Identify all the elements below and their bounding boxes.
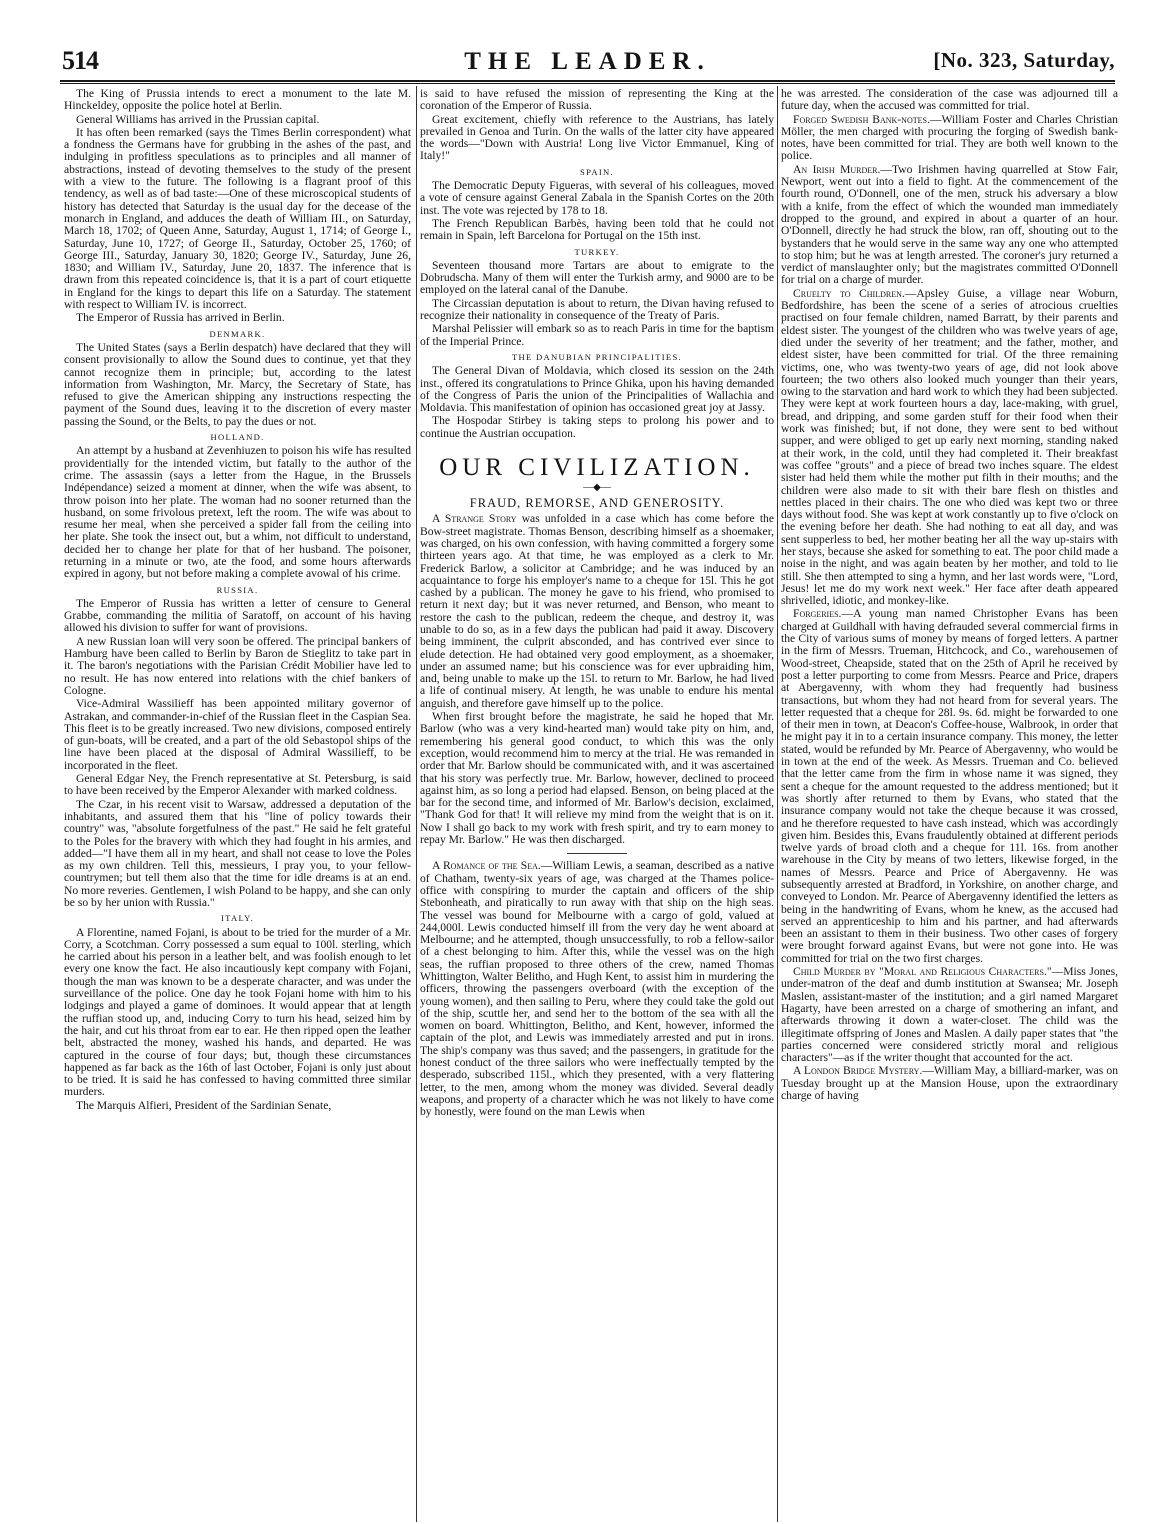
paragraph-body: —Miss Jones, under-matron of the deaf and dumb institution at Swansea; Mr. Joseph Maslen, assistant-master of the institution; and a girl named Margaret Hagarty, have been arrested on a charge of smothering an infant, and afterwards throwing it down a water-closet. The child was the illegitimate offspring of Jones and Maslen. A daily paper states that "the parties concerned were considered strictly moral and religious characters"—as if the writer thought that accounted for the act. xyxy=(781,965,1118,1065)
paragraph-body: —A young man named Christopher Evans has been charged at Guildhall with having defrauded several commercial firms in the City of various sums of money by means of forged letters. A partner in the firm of Messrs. Trueman, Hitchcock, and Co., warehousemen of Wood-street, Cheapside, stated that on the 25th of April he received by post a letter purporting to come from Messrs. Pearce and Price, drapers at Abergavenny, with whom they had frequently had business transactions, but whom they had not heard from for several years. The letter requested that a cheque for 28l. 9s. 6d. might be forwarded to one of their men in town, at Deacon's Coffee-house, Walbrook, in order that he might pay it in to a certain insurance company. This money, the letter stated, would be refunded by Mr. Pearce of Abergavenny, who would be in town at the end of the week. As Messrs. Trueman and Co. believed that the letter came from the firm in whose name it was signed, they sent a cheque for the amount requested to the address mentioned; but it was shortly after returned to them by Evans, who stated that the insurance company would not take the cheque because it was crossed, and he therefore requested to have cash instead, which was accordingly given him. Besides this, Evans fraudulently obtained at different periods twelve yards of broad cloth and a cheque for 11l. 16s. from another warehouse in the City by means of two letters, likewise forged, in the names of Messrs. Pearce and Price of Abergavenny. He was subsequently arrested at Bradford, in Yorkshire, on another charge, and conveyed to London. Mr. Pearce of Abergavenny identified the letters as being in the handwriting of Evans, whom he knew, as the accused had served an apprenticeship to him and his partner, and had afterwards been an assistant to them in their business. Two other cases of forgery were brought forward against Evans, but were not gone into. He was committed for trial on the two first charges. xyxy=(781,607,1118,965)
feature-subheading: FRAUD, REMORSE, AND GENEROSITY. xyxy=(469,496,725,511)
paragraph-body: —Apsley Guise, a village near Woburn, Bedfordshire, has been the scene of a series of atrocious cruelties practised on four female children, named Barratt, by their parents and eldest sister. The youngest of the children who was twelve years of age, died under the severity of her treatment; and the father, mother, and eldest sister, have been committed for trial. Of the three remaining victims, one, who was twenty-two years of age, did not look above fourteen; the two others also looked much younger than their years, owing to the starvation and hard work to which they had been subjected. They were kept at work fourteen hours a day, lace-making, with gruel, bread, and dripping, and some garden stuff for their food when their work was finished; but, if not done, they were sent to bed without supper, and were obliged to get up early next morning, standing naked at their work, in the cold, until they had completed it. Their breakfast was coffee "grouts" and a piece of bread two inches square. The eldest sister had held them while the mother put filth in their mouths; and the children were also made to sit with their bare flesh on thistles and nettles placed in their chairs. The one who died was kept two or three days without food. She was kept at work constantly up to five o'clock on the evening before her death. She had nothing to eat all day, and was sent supperless to bed, her mother beating her all the way up-stairs with her stays, because she asked for something to eat. The poor child made a noise in the night, and was again beaten by her mother, and told to lie still. She then attempted to sing a hymn, and her last words were, "Lord, Jesus! let me do my work next week." Her face after death appeared shrivelled, idiotic, and monkey-like. xyxy=(781,286,1118,608)
section-heading-danubian: THE DANUBIAN PRINCIPALITIES. xyxy=(511,351,682,362)
article-paragraph: The Marquis Alfieri, President of the Sardinian Senate, xyxy=(76,1098,332,1112)
section-heading-spain: SPAIN. xyxy=(580,166,614,177)
section-heading-turkey: TURKEY. xyxy=(574,246,620,257)
header-rule xyxy=(60,80,1115,82)
article-paragraph: The Democratic Deputy Figueras, with several of his colleagues, moved a vote of censure against General Zabala in the Spanish Cortes on the 20th inst. The vote was rejected by 178 to 18. xyxy=(420,179,774,217)
newspaper-title: THE LEADER. xyxy=(464,48,711,75)
article-paragraph xyxy=(781,608,1118,965)
article-paragraph xyxy=(420,860,774,1118)
paragraph-body: —William Foster and Charles Christian Möller, the men charged with procuring the forging of Swedish bank-notes, have been committed for trial. They are both well known to the police. xyxy=(781,112,1118,163)
article-paragraph: The Circassian deputation is about to return, the Divan having refused to recognize their nationality in consequence of the Treaty of Paris. xyxy=(420,296,774,323)
article-paragraph xyxy=(781,164,1118,287)
article-paragraph xyxy=(781,966,1118,1064)
column-2 xyxy=(420,88,774,1520)
article-paragraph: The King of Prussia intends to erect a monument to the late M. Hinckeldey, opposite the police hotel at Berlin. xyxy=(64,88,411,113)
article-paragraph: An attempt by a husband at Zevenhiuzen to poison his wife has resulted providentially for the intended victim, but fatally to the author of the crime. The assassin (says a letter from the Hague, in the Brussels Indépendance) seized a moment at dinner, when the wife was absent, to throw poison into her plate. The woman had no sooner returned than the husband, on some frivolous pretext, left the room. The wife was about to resume her meal, when she perceived a spider fall from the ceiling into her plate. She took the insect out, but a whim, not difficult to understand, decided her to change her plate for that of her husband. The poisoner, returning in a minute or two, ate the food, and some hours afterwards expired in agony, but not before making a complete avowal of his crime. xyxy=(64,444,411,581)
paragraph-body: was unfolded in a case which has come before the Bow-street magistrate. Thomas Benson, describing himself as a shoemaker, was charged, on his own confession, with having committed a forgery some thirteen years ago. At that time, he was employed as a clerk to Mr. Frederick Barlow, a solicitor at Cambridge; and he was induced by an acquaintance to forge his employer's name to a cheque for 15l. This he got cashed by a publican. The money he gave to his friend, who promised to return it next day; but it was never returned, and Benson, who meant to restore the cash to the publican, redeem the cheque, and destroy it, was unable to do so, as in a few days the publican had paid it away. Discovery being imminent, the culprit absconded, and has contrived ever since to elude detection. He had obtained very good employment, as a shoemaker, under an assumed name; but his conscience was for ever upbraiding him, and, being unable to make up the 15l. to return to Mr. Barlow, he had lived a life of continual misery. At length, he was unable to endure his mental anguish, and therefore gave himself up to the police. xyxy=(420,512,774,710)
column-1 xyxy=(64,88,411,1520)
section-heading-denmark: DENMARK. xyxy=(209,328,266,339)
section-heading-holland: HOLLAND. xyxy=(210,432,265,443)
article-paragraph: Seventeen thousand more Tartars are about to emigrate to the Dobrudscha. Many of them will enter the Turkish army, and 9000 are to be employed on the lateral canal of the Danube. xyxy=(420,258,774,297)
page-number: 514 xyxy=(62,46,98,75)
article-paragraph: he was arrested. The consideration of the case was adjourned till a future day, when the accused was committed for trial. xyxy=(781,88,1118,113)
section-heading-italy: ITALY. xyxy=(220,913,255,924)
paragraph-body: —Two Irishmen having quarrelled at Stow Fair, Newport, went out into a field to fight. At the commencement of the fourth round, O'Donnell, one of the men, struck his adversary a blow with a knife, from the effect of which the wounded man immediately dropped to the ground, and expired in about a quarter of an hour. O'Donnell, directly he had struck the blow, ran off, shouting out to the bystanders that he would serve in the same way any one who attempted to stop him; but he was at length arrested. The coroner's jury returned a verdict of manslaughter only; but the magistrates committed O'Donnell for trial on a charge of murder. xyxy=(781,162,1118,287)
article-paragraph: The Emperor of Russia has arrived in Berlin. xyxy=(76,311,285,325)
paragraph-lead: Child Murder by "Moral and Religious Characters." xyxy=(793,965,1052,979)
article-paragraph: General Williams has arrived in the Prussian capital. xyxy=(76,112,320,126)
paragraph-body: —William Lewis, a seaman, described as a native of Chatham, twenty-six years of age, was charged at the Thames police-office with conspiring to murder the captain and officers of the ship Stebonheath, and piratically to run away with that ship on the high seas. The vessel was bound for Melbourne with a cargo of gold, valued at 244,000l. Lewis conducted himself ill from the very day he went aboard at Melbourne; and he attempted, though unsuccessfully, to rob a fellow-sailor of a chest belonging to him. After this, while the vessel was on the high seas, the ruffian proposed to three others of the crew, named Thomas Whittington, Walter Belitho, and Hugh Kent, to assist him in murdering the officers, throwing the passengers overboard (with the exception of the young women), and then sailing to Peru, where they could take the gold out of the ship, scuttle her, and send her to the bottom of the sea with all the women on board. Whittington, Belitho, and Kent, however, informed the captain of the plot, and Lewis was immediately arrested and put in irons. The ship's company was thus saved; and the passengers, in gratitude for the honest conduct of the three sailors who were ineffectually tempted by the desperado, subscribed 115l., which they presented, with a very flattering letter, to the men, among whom the money was divided. Several deadly weapons, and property of a character which he was not likely to have come by honestly, were found on the man Lewis when xyxy=(420,859,774,1119)
header-rule-thin xyxy=(60,83,1115,84)
article-paragraph: A new Russian loan will very soon be offered. The principal bankers of Hamburg have been called to Berlin by Baron de Stieglitz to take part in it. The baron's negotiations with the Parisian Crédit Mobilier have led to no result. He has now entered into relations with the chief bankers of Cologne. xyxy=(64,634,411,697)
paragraph-lead: A Strange Story xyxy=(432,512,517,526)
article-paragraph: Marshal Pelissier will embark so as to reach Paris in time for the baptism of the Imperial Prince. xyxy=(420,322,774,348)
feature-heading: OUR CIVILIZATION. xyxy=(439,454,755,482)
article-paragraph: The General Divan of Moldavia, which closed its session on the 24th inst., offered its congratulations to Prince Ghika, upon his having demanded of the Congress of Paris the union of the Principalities of Wallachia and Moldavia. This manifestation of opinion has occasioned great joy at Jassy. xyxy=(420,364,774,415)
article-paragraph xyxy=(781,114,1118,163)
column-3 xyxy=(781,88,1118,1520)
article-paragraph: The United States (says a Berlin despatch) have declared that they will consent provisionally to allow the Sound dues to continue, yet that they cannot recognize them in principle; but, according to the latest information from Washington, Mr. Marcy, the Secretary of State, has refused to give the American shipping any instructions respecting the payment of the Sound dues, leaving it to the discretion of every master passing the Sound, or the Belts, to pay the dues or not. xyxy=(64,340,411,428)
column-divider xyxy=(416,86,417,1522)
article-paragraph: Vice-Admiral Wassilieff has been appointed military governor of Astrakan, and commander-in-chief of the Russian fleet in the Caspian Sea. This fleet is to be greatly increased. Two new divisions, composed entirely of gun-boats, will be created, and a part of the old Sebastopol ships of the line have been placed at the disposal of Admiral Wassilieff, to be incorporated in the fleet. xyxy=(64,697,411,772)
short-divider xyxy=(567,853,627,854)
paragraph-lead: A Romance of the Sea. xyxy=(432,859,541,873)
paragraph-lead: Forgeries. xyxy=(793,607,842,621)
article-paragraph xyxy=(781,288,1118,608)
section-heading-russia: RUSSIA. xyxy=(216,584,259,595)
article-paragraph: The French Republican Barbès, having been told that he could not remain in Spain, left Barcelona for Portugal on the 15th inst. xyxy=(420,216,774,243)
article-paragraph: A Florentine, named Fojani, is about to be tried for the murder of a Mr. Corry, a Scotchman. Corry possessed a sum equal to 100l. sterling, which he carried about his person in a leather belt, and was foolish enough to let every one know the fact. He also incautiously kept company with Fojani, though the man was known to be a desperate character, and was under the surveillance of the police. One day he took Fojani home with him to his lodgings and played a game of dominoes. It would appear that at length the ruffian stood up, and, inducing Corry to turn his head, seized him by the hair, and cut his throat from ear to ear. He then ripped open the leather belt, abstracted the money, washed his hands, and departed. He was captured in the course of four days; but, though these circumstances happened as far back as the 16th of last October, Fojani is only just about to be tried. It is said he has confessed to having committed three similar murders. xyxy=(64,925,411,1099)
article-paragraph: It has often been remarked (says the Times Berlin correspondent) what a fondness the Germans have for grubbing in the ashes of the past, and indulging in profitless speculations as to principles and all manner of abstractions, instead of devoting themselves to the study of the present with a view to the future. The following is a flagrant proof of this tendency, as well as of bad taste:—One of these microscopical students of history has detected that Saturday is the usual day for the decease of the monarch in England, and adduces the death of William III., on Saturday, March 18, 1702; of Queen Anne, Saturday, August 1, 1714; of George I., Saturday, June 10, 1727; of George II., Saturday, October 25, 1760; of George III., Saturday, January 30, 1820; George IV., Saturday, June 26, 1830; and William IV., Saturday, June 20, 1837. The inference that is drawn from this repeated coincidence is, that it is a part of court etiquette in England for the kings to depart this life on a Saturday. The statement with respect to William IV. is incorrect. xyxy=(64,125,411,312)
paragraph-lead: A London Bridge Mystery. xyxy=(793,1064,923,1078)
article-paragraph xyxy=(420,513,774,710)
article-paragraph xyxy=(781,1065,1118,1102)
paragraph-lead: Forged Swedish Bank-notes. xyxy=(793,112,930,126)
paragraph-lead: An Irish Murder. xyxy=(793,162,881,176)
ornament-divider: —◆— xyxy=(583,482,611,494)
article-paragraph: The Czar, in his recent visit to Warsaw, addressed a deputation of the inhabitants, and assured them that his "line of policy towards their country" was, "absolute forgetfulness of the past." He said he felt grateful to the Poles for the bravery with which they had fought in his armies, and added—"I have them all in my heart, and shall not cease to love the Poles as my own children. Tell this, messieurs, I pray you, to your fellow-countrymen; but tell them also that the time for idle dreams is at an end. No more reveries. Gentlemen, I wish Poland to be happy, and she can only be so by her union with Russia." xyxy=(64,797,411,909)
article-paragraph: Great excitement, chiefly with reference to the Austrians, has lately prevailed in Genoa and Turin. On the walls of the latter city have appeared the words—"Down with Austria! Long live Victor Emmanuel, King of Italy!" xyxy=(420,112,774,163)
article-paragraph: The Hospodar Stirbey is taking steps to prolong his power and to continue the Austrian occupation. xyxy=(420,414,774,440)
paragraph-body: —William May, a billiard-marker, was on Tuesday brought up at the Mansion House, upon the extraordinary charge of having xyxy=(781,1064,1118,1103)
masthead xyxy=(60,42,1115,80)
article-paragraph: General Edgar Ney, the French representative at St. Petersburg, is said to have been received by the Emperor Alexander with marked coldness. xyxy=(64,772,411,798)
paragraph-lead: Cruelty to Children. xyxy=(793,286,905,300)
article-paragraph: When first brought before the magistrate, he said he hoped that Mr. Barlow (who was a very kind-hearted man) would take pity on him, and, remembering his general good conduct, to which this was the only exception, would recommend him to mercy at the trial. He was remanded in order that Mr. Barlow should be communicated with, and it was ascertained that his story was perfectly true. Mr. Barlow, however, declined to proceed against him, as so long a period had elapsed. Benson, on being placed at the bar for the second time, and informed of Mr. Barlow's decision, exclaimed, "Thank God for that! It will relieve my mind from the weight that is on it. Now I shall go back to my work with fresh spirit, and try to earn money to repay Mr. Barlow." He was then discharged. xyxy=(420,710,774,847)
article-paragraph: is said to have refused the mission of representing the King at the coronation of the Emperor of Russia. xyxy=(420,88,774,113)
article-paragraph: The Emperor of Russia has written a letter of censure to General Grabbe, commanding the militia of Saratoff, on account of his having allowed his division to suffer for want of provisions. xyxy=(64,596,411,635)
issue-info: [No. 323, Saturday, xyxy=(933,48,1115,72)
column-divider xyxy=(777,86,778,1522)
